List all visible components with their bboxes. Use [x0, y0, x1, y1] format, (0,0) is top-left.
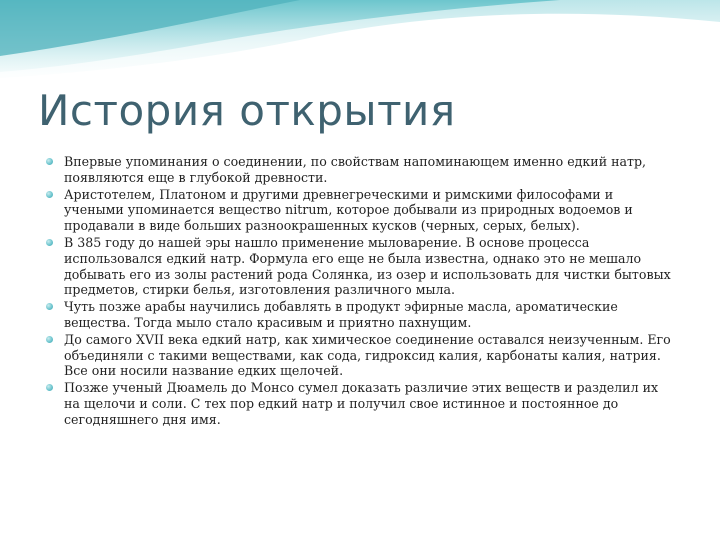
bullet-text: Позже ученый Дюамель до Монсо сумел доказать различие этих веществ и разделил их на щелочи и соли. С тех пор едкий натр и получил свое истинное и постоянное до сегодняшнего дня имя. [64, 380, 659, 427]
bullet-dot-icon [46, 336, 53, 343]
bullet-text: Чуть позже арабы научились добавлять в продукт эфирные масла, ароматические вещества. Тогда мыло стало красивым и приятно пахнущим. [64, 299, 618, 330]
bullet-text: До самого XVII века едкий натр, как химическое соединение оставался неизученным. Его объединяли с такими веществами, как сода, гидроксид калия, карбонаты калия, натрия. Все они носили название едких щелочей. [64, 331, 671, 379]
bullet-dot-icon [46, 303, 53, 310]
bullet-text: Впервые упоминания о соединении, по свойствам напоминающем именно едкий натр, появляются еще в глубокой древности. [64, 154, 647, 185]
bullet-dot-icon [46, 384, 53, 391]
list-item [44, 299, 672, 331]
list-item [44, 187, 672, 234]
list-item [44, 235, 672, 298]
list-item [44, 380, 672, 427]
bullet-text: Аристотелем, Платоном и другими древнегреческими и римскими философами и учеными упоминается вещество nitrum, которое добывали из природных водоемов и продавали в виде больших разноокрашенных кусков (черных, серых, белых). [64, 186, 633, 234]
bullet-list [44, 154, 672, 429]
bullet-dot-icon [46, 158, 53, 165]
bullet-dot-icon [46, 239, 53, 246]
bullet-text: В 385 году до нашей эры нашло применение мыловарение. В основе процесса использовался едкий натр. Формула его еще не была известна, однако это не мешало добывать его из золы растений рода Солянка, из озер и использовать для чистки бытовых предметов, стирки белья, изготовления различного мыла. [64, 234, 671, 298]
slide-title: История открытия [38, 86, 456, 135]
bullet-dot-icon [46, 191, 53, 198]
list-item [44, 154, 672, 186]
list-item [44, 332, 672, 379]
